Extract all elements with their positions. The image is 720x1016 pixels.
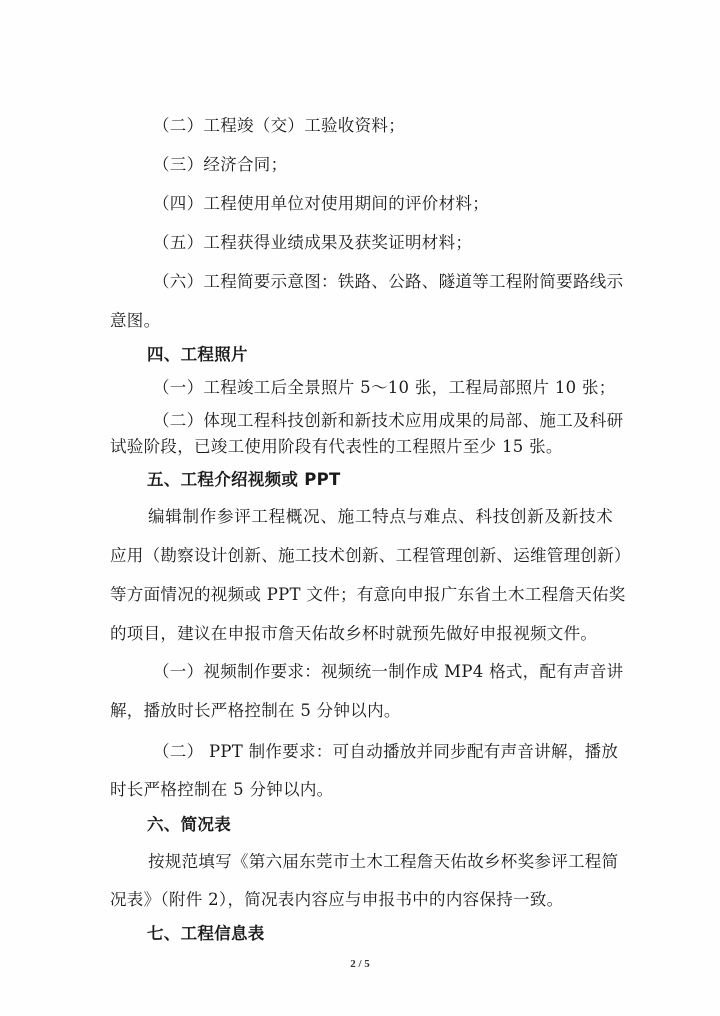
list-item: （五）工程获得业绩成果及获奖证明材料； bbox=[153, 233, 473, 252]
list-item: （四）工程使用单位对使用期间的评价材料； bbox=[153, 194, 489, 213]
paragraph-line: 的项目，建议在申报市詹天佑故乡杯时就预先做好申报视频文件。 bbox=[110, 624, 598, 643]
paragraph-line: 况表》（附件 2），简况表内容应与申报书中的内容保持一致。 bbox=[110, 890, 564, 909]
list-item: （一）视频制作要求：视频统一制作成 MP4 格式，配有声音讲 bbox=[153, 662, 624, 681]
paragraph-line: 编辑制作参评工程概况、施工特点与难点、科技创新及新技术 bbox=[148, 507, 613, 526]
list-item-continuation: 解，播放时长严格控制在 5 分钟以内。 bbox=[110, 701, 401, 720]
list-item: （二） PPT 制作要求：可自动播放并同步配有声音讲解，播放 bbox=[153, 742, 619, 761]
section-heading: 六、简况表 bbox=[147, 815, 231, 834]
list-item-continuation: 时长严格控制在 5 分钟以内。 bbox=[110, 780, 334, 799]
list-item-continuation: 试验阶段，已竣工使用阶段有代表性的工程照片至少 15 张。 bbox=[110, 437, 563, 456]
paragraph-line: 应用（勘察设计创新、施工技术创新、工程管理创新、运维管理创新） bbox=[110, 546, 631, 565]
paragraph-line: 按规范填写《第六届东莞市土木工程詹天佑故乡杯奖参评工程简 bbox=[148, 852, 619, 871]
section-heading: 五、工程介绍视频或 PPT bbox=[147, 470, 341, 489]
list-item: （二）工程竣（交）工验收资料； bbox=[153, 116, 405, 135]
list-item: （三）经济合同； bbox=[153, 155, 288, 174]
page-number: 2 / 5 bbox=[350, 958, 370, 970]
section-heading: 四、工程照片 bbox=[147, 345, 248, 364]
list-item: （六）工程简要示意图：铁路、公路、隧道等工程附简要路线示 bbox=[153, 272, 624, 291]
paragraph-line: 等方面情况的视频或 PPT 文件；有意向申报广东省土木工程詹天佑奖 bbox=[110, 585, 626, 604]
list-item-continuation: 意图。 bbox=[110, 311, 161, 330]
list-item: （二）体现工程科技创新和新技术应用成果的局部、施工及科研 bbox=[153, 411, 624, 430]
list-item: （一）工程竣工后全景照片 5～10 张，工程局部照片 10 张； bbox=[153, 378, 616, 397]
section-heading: 七、工程信息表 bbox=[147, 924, 265, 943]
